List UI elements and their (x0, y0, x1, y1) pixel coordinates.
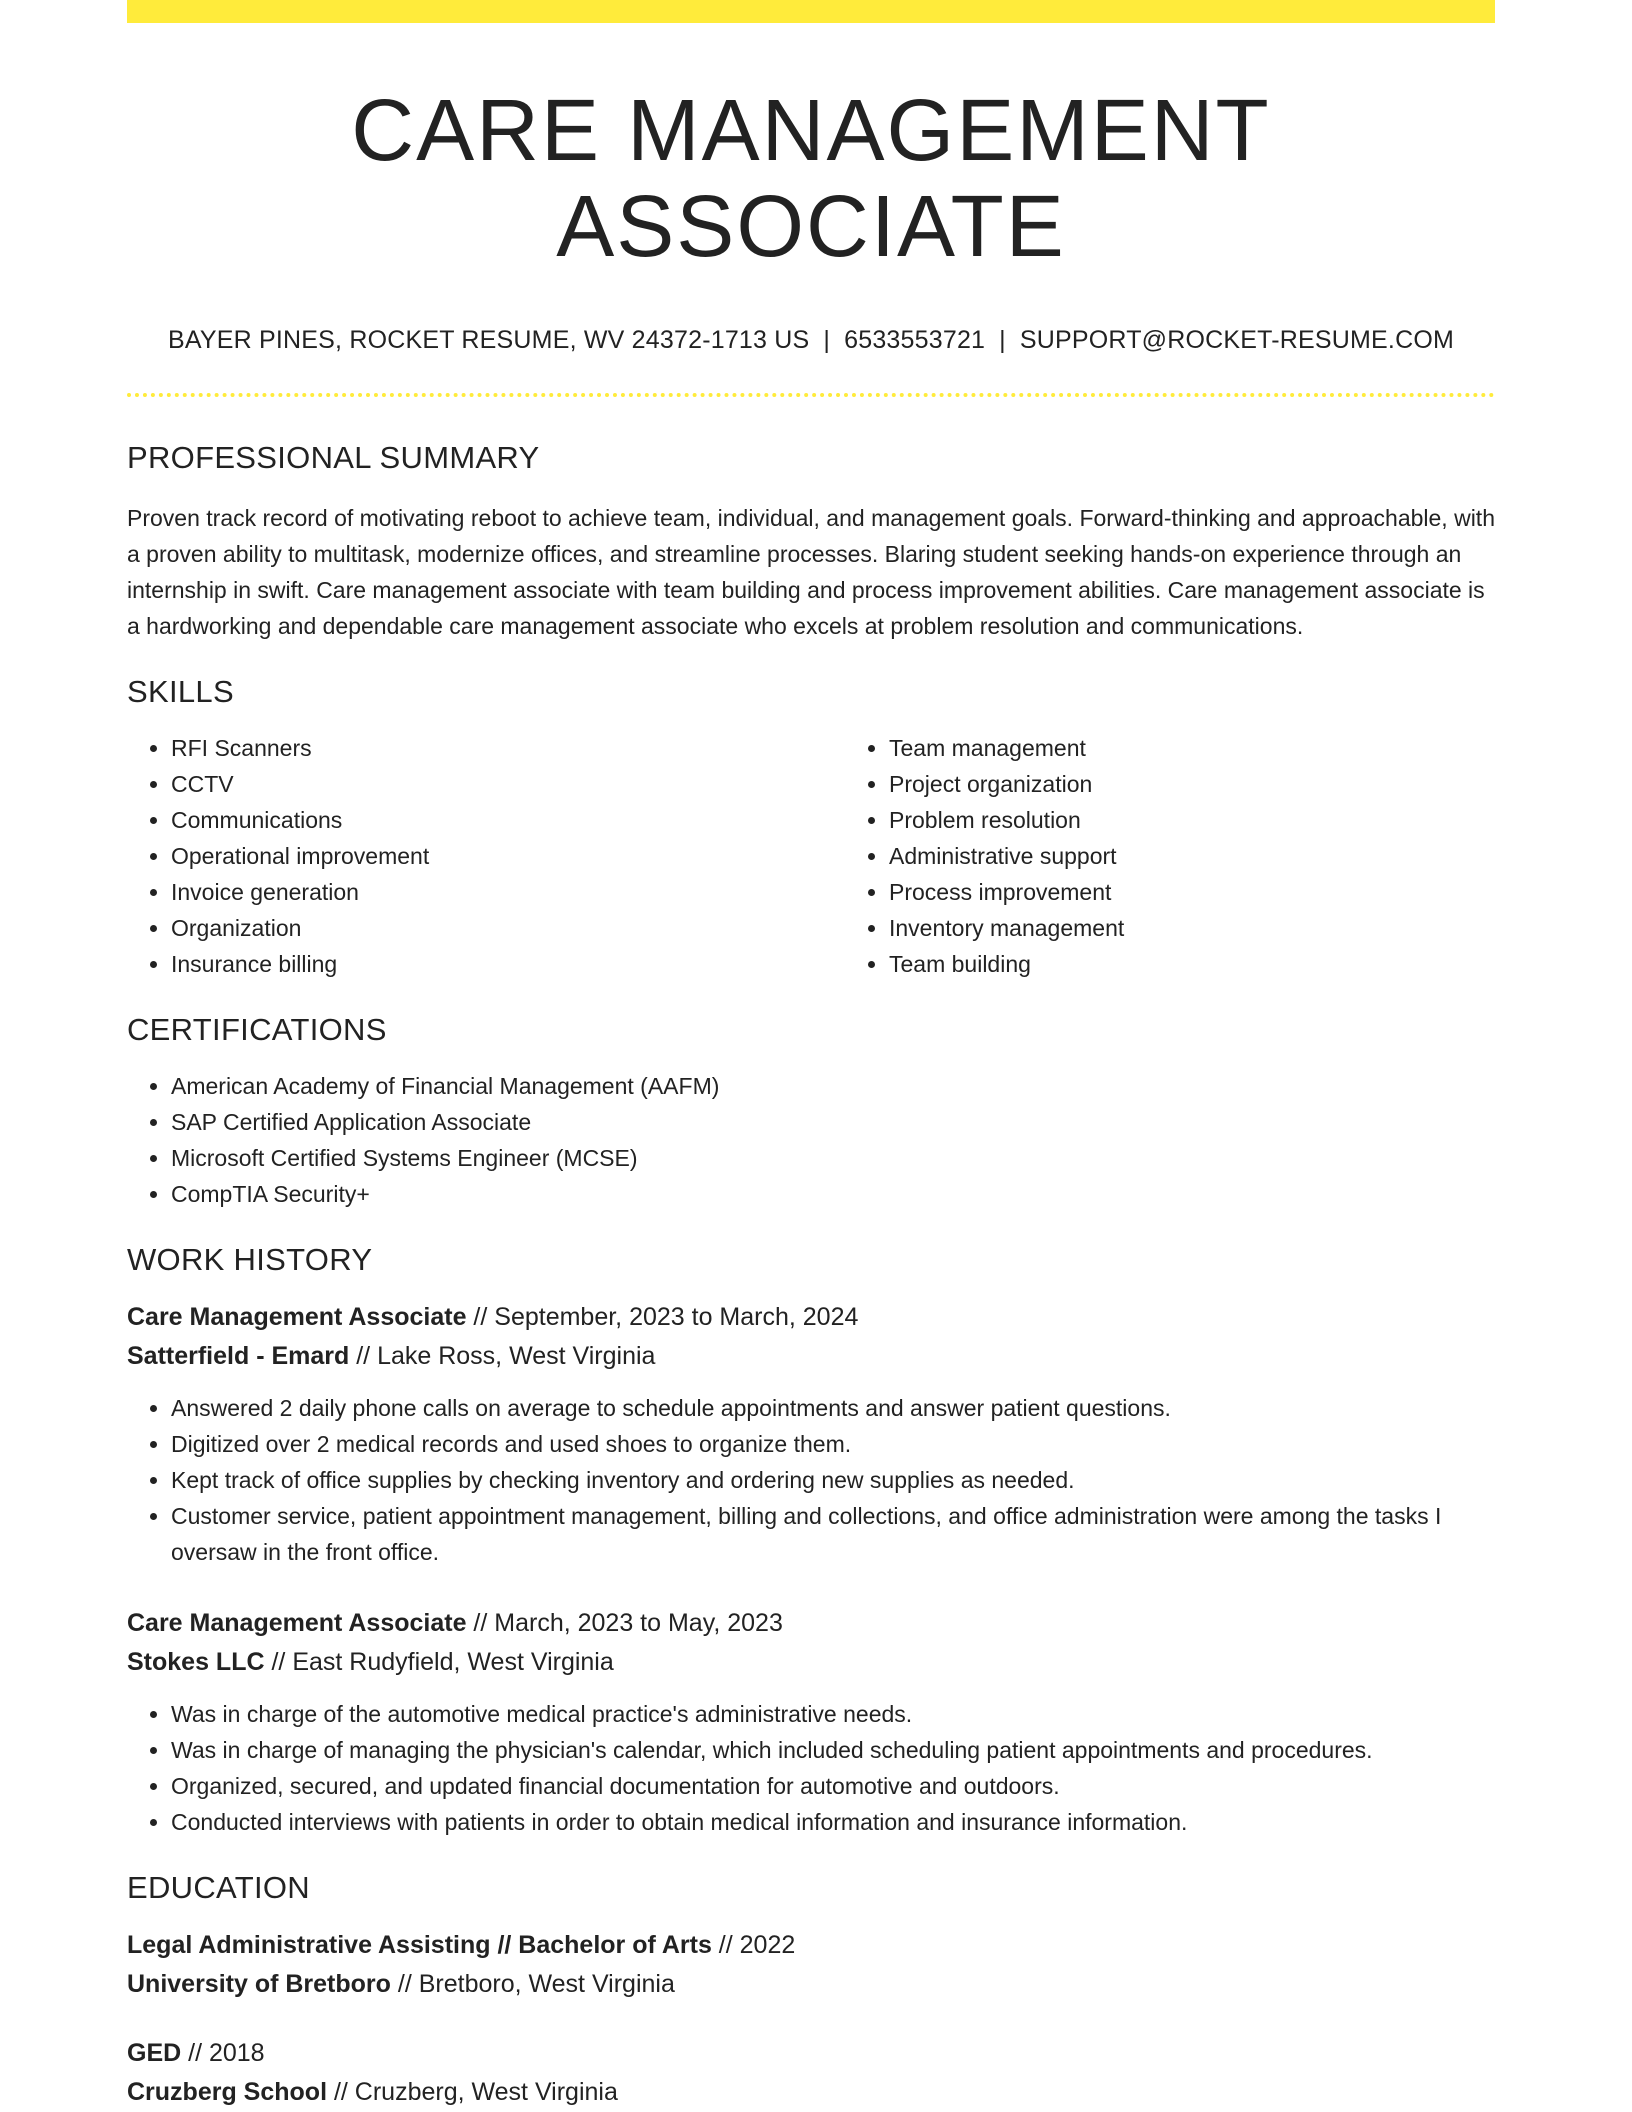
job-bullet: • Organized, secured, and updated financial documentation for automotive and outdoors. (171, 1768, 1495, 1804)
skill-item: • RFI Scanners (171, 730, 845, 766)
skill-item: • Invoice generation (171, 874, 845, 910)
education-degree: GED (127, 2039, 182, 2068)
job-role-line (127, 1604, 1495, 1643)
skill-item: • Inventory management (889, 910, 1563, 946)
job-bullet: • Was in charge of the automotive medical practice's administrative needs. (171, 1696, 1495, 1732)
job-entry (127, 1604, 1495, 1840)
skill-item: • CCTV (171, 766, 845, 802)
skill-item: • Administrative support (889, 838, 1563, 874)
dotted-divider (127, 393, 1495, 397)
email: SUPPORT@ROCKET-RESUME.COM (1019, 326, 1455, 355)
job-role-line (127, 1298, 1495, 1337)
summary-text: Proven track record of motivating reboot to achieve team, individual, and management goals. Forward-thinking and approachable, with a proven ability to multitask, modernize offices, and streamline processes. Blaring student seeking hands-on experience through an internship in swift. Care management associate with team building and process improvement abilities. Care management associate is a hardworking and dependable care management associate who excels at problem resolution and communications. (127, 505, 1495, 640)
resume-page (127, 0, 1495, 2112)
job-entry (127, 1298, 1495, 1570)
phone: 6533553721 (844, 326, 986, 355)
job-bullet: • Was in charge of managing the physician's calendar, which included scheduling patient appointments and procedures. (171, 1732, 1495, 1768)
job-bullet: • Customer service, patient appointment management, billing and collections, and office administration were among the tasks I oversaw in the front office. (171, 1498, 1495, 1570)
job-company-line (127, 1643, 1495, 1682)
section-title-education: EDUCATION (127, 1870, 310, 1906)
job-bullet: • Kept track of office supplies by checking inventory and ordering new supplies as needed. (171, 1462, 1495, 1498)
contact-line (127, 326, 1495, 355)
skill-item: • Insurance billing (171, 946, 845, 982)
certification-item: • American Academy of Financial Management (AAFM) (171, 1068, 1495, 1104)
education-degree-line (127, 2034, 1495, 2073)
education-degree: Legal Administrative Assisting // Bachelor of Arts (127, 1931, 712, 1960)
job-bullets (127, 1696, 1495, 1840)
skill-item: • Project organization (889, 766, 1563, 802)
separator: | (999, 326, 1006, 355)
certification-item: • SAP Certified Application Associate (171, 1104, 1495, 1140)
job-company-line (127, 1337, 1495, 1376)
certification-item: • Microsoft Certified Systems Engineer (MCSE) (171, 1140, 1495, 1176)
section-title-certifications: CERTIFICATIONS (127, 1012, 387, 1048)
job-role: Care Management Associate (127, 1609, 467, 1638)
job-bullets (127, 1390, 1495, 1570)
skill-item: • Operational improvement (171, 838, 845, 874)
skill-item: • Process improvement (889, 874, 1563, 910)
education-entry (127, 1926, 1495, 2004)
education-school-line (127, 1965, 1495, 2004)
education-year: // 2018 (181, 2039, 265, 2068)
education-school: University of Bretboro (127, 1970, 391, 1999)
job-bullet: • Answered 2 daily phone calls on average to schedule appointments and answer patient questions. (171, 1390, 1495, 1426)
skills-list-left (127, 730, 845, 982)
section-title-skills: SKILLS (127, 674, 234, 710)
education-school: Cruzberg School (127, 2078, 328, 2107)
education-location: // Cruzberg, West Virginia (327, 2078, 618, 2107)
address: BAYER PINES, ROCKET RESUME, WV 24372-1713 US (167, 326, 810, 355)
job-bullet: • Digitized over 2 medical records and used shoes to organize them. (171, 1426, 1495, 1462)
job-bullet: • Conducted interviews with patients in order to obtain medical information and insurance information. (171, 1804, 1495, 1840)
accent-bar (127, 0, 1495, 23)
education-year: // 2022 (711, 1931, 796, 1960)
job-dates: // March, 2023 to May, 2023 (466, 1609, 783, 1638)
job-location: // Lake Ross, West Virginia (349, 1342, 656, 1371)
section-title-work-history: WORK HISTORY (127, 1242, 373, 1278)
skills-list-right (845, 730, 1563, 982)
job-location: // East Rudyfield, West Virginia (264, 1648, 614, 1677)
education-degree-line (127, 1926, 1495, 1965)
skill-item: • Problem resolution (889, 802, 1563, 838)
job-role: Care Management Associate (127, 1303, 467, 1332)
skill-item: • Organization (171, 910, 845, 946)
certifications-list (127, 1068, 1495, 1212)
job-company: Stokes LLC (127, 1648, 265, 1677)
section-title-summary: PROFESSIONAL SUMMARY (127, 440, 540, 476)
skill-item: • Team building (889, 946, 1563, 982)
skill-item: • Communications (171, 802, 845, 838)
skill-item: • Team management (889, 730, 1563, 766)
education-school-line (127, 2073, 1495, 2112)
candidate-title: CARE MANAGEMENT ASSOCIATE (351, 82, 1271, 275)
separator: | (823, 326, 831, 355)
job-dates: // September, 2023 to March, 2024 (466, 1303, 859, 1332)
education-entry (127, 2034, 1495, 2112)
certification-item: • CompTIA Security+ (171, 1176, 1495, 1212)
skills-columns (127, 730, 1495, 982)
education-location: // Bretboro, West Virginia (390, 1970, 675, 1999)
job-company: Satterfield - Emard (127, 1342, 350, 1371)
